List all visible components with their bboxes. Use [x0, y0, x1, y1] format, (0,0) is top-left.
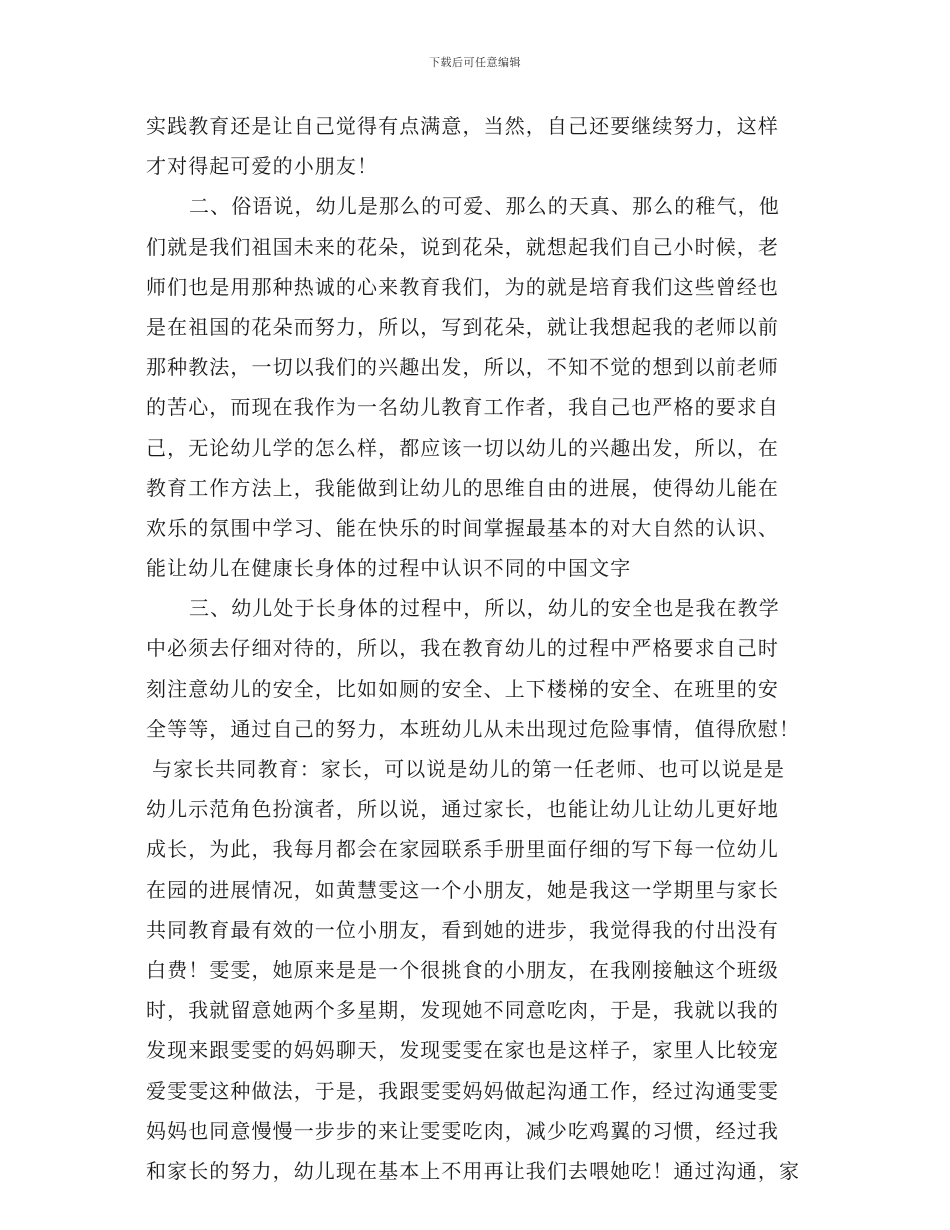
- text-line: 白费！雯雯，她原来是是一个很挑食的小朋友，在我刚接触这个班级: [146, 957, 779, 982]
- text-line: 的苦心，而现在我作为一名幼儿教育工作者，我自己也严格的要求自: [146, 395, 779, 420]
- text-line: 刻注意幼儿的安全，比如如厕的安全、上下楼梯的安全、在班里的安: [146, 676, 779, 701]
- text-line: 共同教育最有效的一位小朋友，看到她的进步，我觉得我的付出没有: [146, 917, 779, 942]
- text-line: 成长，为此，我每月都会在家园联系手册里面仔细的写下每一位幼儿: [146, 837, 779, 862]
- text-line: 们就是我们祖国未来的花朵，说到花朵，就想起我们自己小时候，老: [146, 234, 779, 259]
- text-line: 和家长的努力，幼儿现在基本上不用再让我们去喂她吃！通过沟通，家: [146, 1158, 801, 1183]
- text-line: 妈妈也同意慢慢一步步的来让雯雯吃肉，减少吃鸡翼的习惯，经过我: [146, 1118, 779, 1143]
- text-line: 幼儿示范角色扮演者，所以说，通过家长，也能让幼儿让幼儿更好地: [146, 797, 779, 822]
- text-line: 时，我就留意她两个多星期，发现她不同意吃肉，于是，我就以我的: [146, 998, 779, 1023]
- text-line: 己，无论幼儿学的怎么样，都应该一切以幼儿的兴趣出发，所以，在: [146, 435, 779, 460]
- text-line: 在园的进展情况，如黄慧雯这一个小朋友，她是我这一学期里与家长: [146, 877, 779, 902]
- text-line: 教育工作方法上，我能做到让幼儿的思维自由的进展，使得幼儿能在: [146, 475, 779, 500]
- text-line: 爱雯雯这种做法，于是，我跟雯雯妈妈做起沟通工作，经过沟通雯雯: [146, 1078, 779, 1103]
- text-line: 才对得起可爱的小朋友！: [146, 154, 379, 179]
- body-text: [146, 106, 810, 1191]
- page-header: 下载后可任意编辑: [429, 56, 521, 69]
- text-line: 全等等，通过自己的努力，本班幼儿从未出现过危险事情，值得欣慰！: [146, 716, 801, 741]
- text-line: 能让幼儿在健康长身体的过程中认识不同的中国文字: [146, 556, 632, 581]
- text-line: 那种教法，一切以我们的兴趣出发，所以，不知不觉的想到以前老师: [146, 355, 779, 380]
- text-line: 实践教育还是让自己觉得有点满意，当然，自己还要继续努力，这样: [146, 114, 779, 138]
- text-line: 欢乐的氛围中学习、能在快乐的时间掌握最基本的对大自然的认识、: [146, 515, 779, 540]
- text-line: 是在祖国的花朵而努力，所以，写到花朵，就让我想起我的老师以前: [146, 314, 779, 339]
- paragraph-start-line: 与家长共同教育：家长，可以说是幼儿的第一任老师、也可以说是是: [152, 757, 785, 781]
- text-line: 中必须去仔细对待的，所以，我在教育幼儿的过程中严格要求自己时: [146, 636, 779, 661]
- text-line: 发现来跟雯雯的妈妈聊天，发现雯雯在家也是这样子，家里人比较宠: [146, 1038, 779, 1063]
- paragraph-start-line: 二、俗语说，幼儿是那么的可爱、那么的天真、那么的稚气，他: [189, 194, 780, 219]
- text-line: 师们也是用那种热诚的心来教育我们，为的就是培育我们这些曾经也: [146, 274, 779, 299]
- paragraph-start-line: 三、幼儿处于长身体的过程中，所以，幼儿的安全也是我在教学: [189, 596, 780, 621]
